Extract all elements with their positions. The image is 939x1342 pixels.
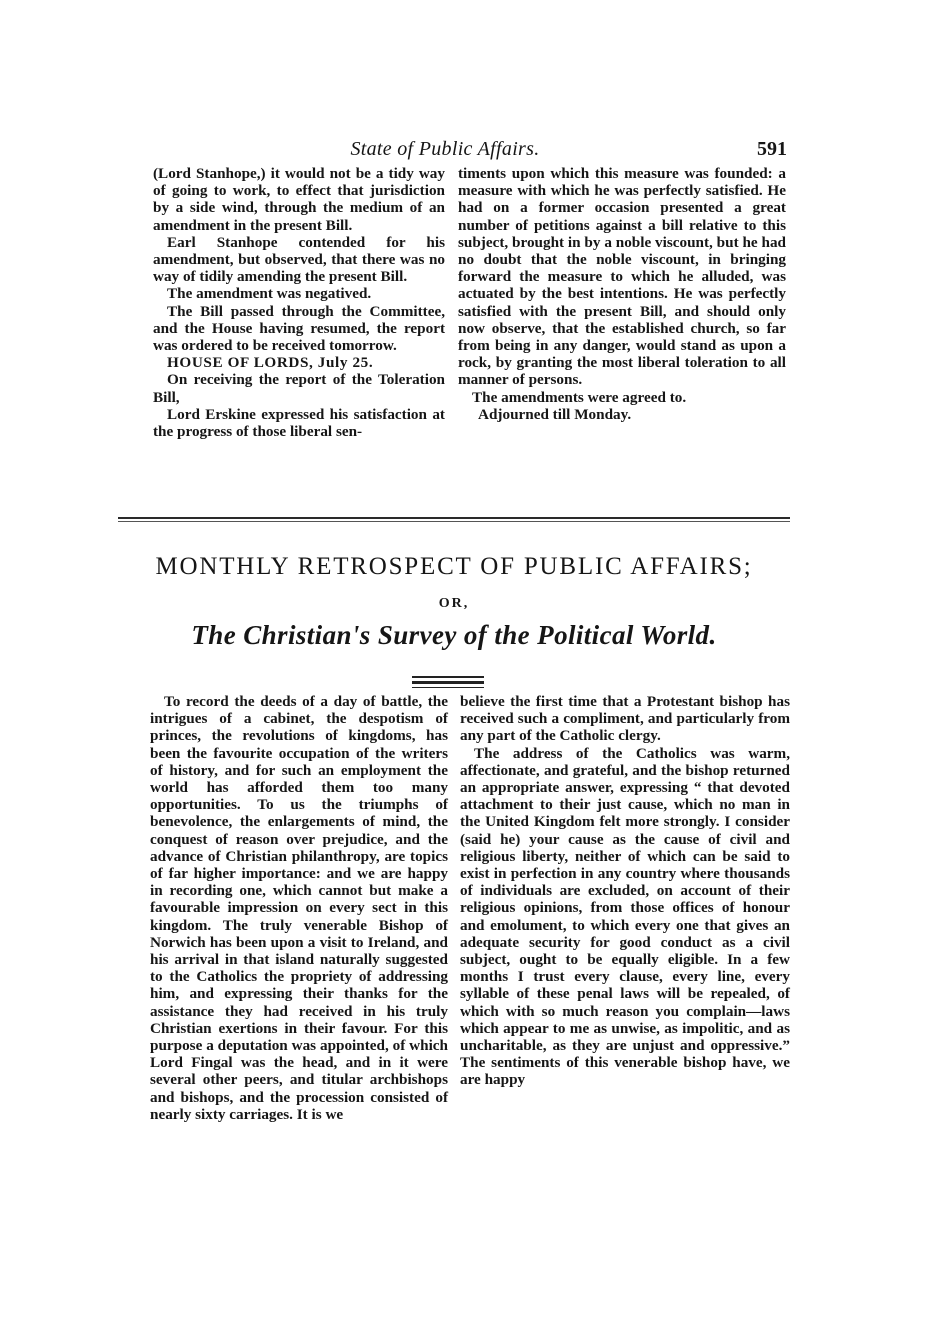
section-subtitle: The Christian's Survey of the Political World. xyxy=(191,620,717,650)
page-number: 591 xyxy=(757,138,787,160)
paragraph: believe the first time that a Protestant bishop has received such a compliment, and particularly from any part of the Catholic clergy. xyxy=(460,693,790,745)
top-left-column xyxy=(153,165,445,440)
adjourned-line: Adjourned till Monday. xyxy=(478,405,632,423)
section-divider xyxy=(118,517,790,525)
paragraph: Earl Stanhope contended for his amendment, but observed, that there was no way of tidily amending the present Bill. xyxy=(153,233,445,286)
paragraph: The amendment was negatived. xyxy=(167,285,372,303)
ornamental-rule xyxy=(412,676,484,688)
bottom-left-column xyxy=(150,693,448,1123)
section-or: OR, xyxy=(438,596,470,611)
paragraph: The address of the Catholics was warm, affectionate, and grateful, and the bishop returned an appropriate answer, expressing “ that devoted attachment to their just cause, which no man in the United Kingdom felt more strongly. I consider (said he) your cause as the cause of civil and religious liberty, neither of which can be said to exist in perfection in any country where thousands of individuals are excluded, on account of their religious opinions, from those offices of honour and emolument, to which every one that gives an adequate security for good conduct as a civil subject, ought to be equally eligible. In a few months I trust every clause, every line, every syllable of these penal laws will be repealed, of which with so much reason you complain—laws which appear to me as unwise, as impolitic, and as uncharitable, as they are unjust and oppressive.” The sentiments of this venerable bishop have, we are happy xyxy=(460,744,790,1089)
bottom-right-column xyxy=(460,693,790,1089)
running-head-title: State of Public Affairs. xyxy=(350,138,540,160)
house-of-lords-heading: HOUSE OF LORDS, July 25. xyxy=(167,354,374,372)
paragraph: (Lord Stanhope,) it would not be a tidy way of going to work, to effect that jurisdiction by a side wind, through the medium of an amendment in the present Bill. xyxy=(153,165,445,234)
paragraph: Lord Erskine expressed his satisfaction at the progress of those liberal sen- xyxy=(153,405,445,441)
paragraph: On receiving the report of the Toleration Bill, xyxy=(153,371,445,406)
paragraph: The amendments were agreed to. xyxy=(472,388,687,406)
paragraph: To record the deeds of a day of battle, the intrigues of a cabinet, the despotism of princes, the revolutions of kingdoms, has been the favourite occupation of the writers of history, and for such an employment the world has afforded them too many opportunities. To us the triumphs of benevolence, the enlargements of mind, the conquest of reason over prejudice, and the advance of Christian philanthropy, are topics of far higher importance: and we are happy in recording one, which cannot but make a favourable impression on every sect in this kingdom. The truly venerable Bishop of Norwich has been upon a visit to Ireland, and his arrival in that island naturally suggested to the Catholics the propriety of addressing him, and expressing their thanks for the assistance they had received in his truly Christian exertions in their favour. For this purpose a deputation was appointed, of which Lord Fingal was the head, and in it were several other peers, and titular archbishops and bishops, and the procession consisted of nearly sixty carriages. It is we xyxy=(150,693,448,1123)
running-head xyxy=(0,138,939,164)
paragraph: timents upon which this measure was founded: a measure with which he was perfectly satisfied. He had on a former occasion presented a great number of petitions against a bill relative to this subject, brought in by a noble viscount, but he had no doubt that the noble viscount, in bringing forward the measure to which he alluded, was actuated by the best intentions. He was perfectly satisfied with the present Bill, and should only now observe, that the established church, so far from being in any danger, would stand as upon a rock, by granting the most liberal toleration to all manner of persons. xyxy=(458,165,786,389)
paragraph: The Bill passed through the Committee, and the House having resumed, the report was ordered to be received tomorrow. xyxy=(153,302,445,355)
section-heading: MONTHLY RETROSPECT OF PUBLIC AFFAIRS; xyxy=(155,553,753,580)
top-right-column xyxy=(458,165,786,423)
